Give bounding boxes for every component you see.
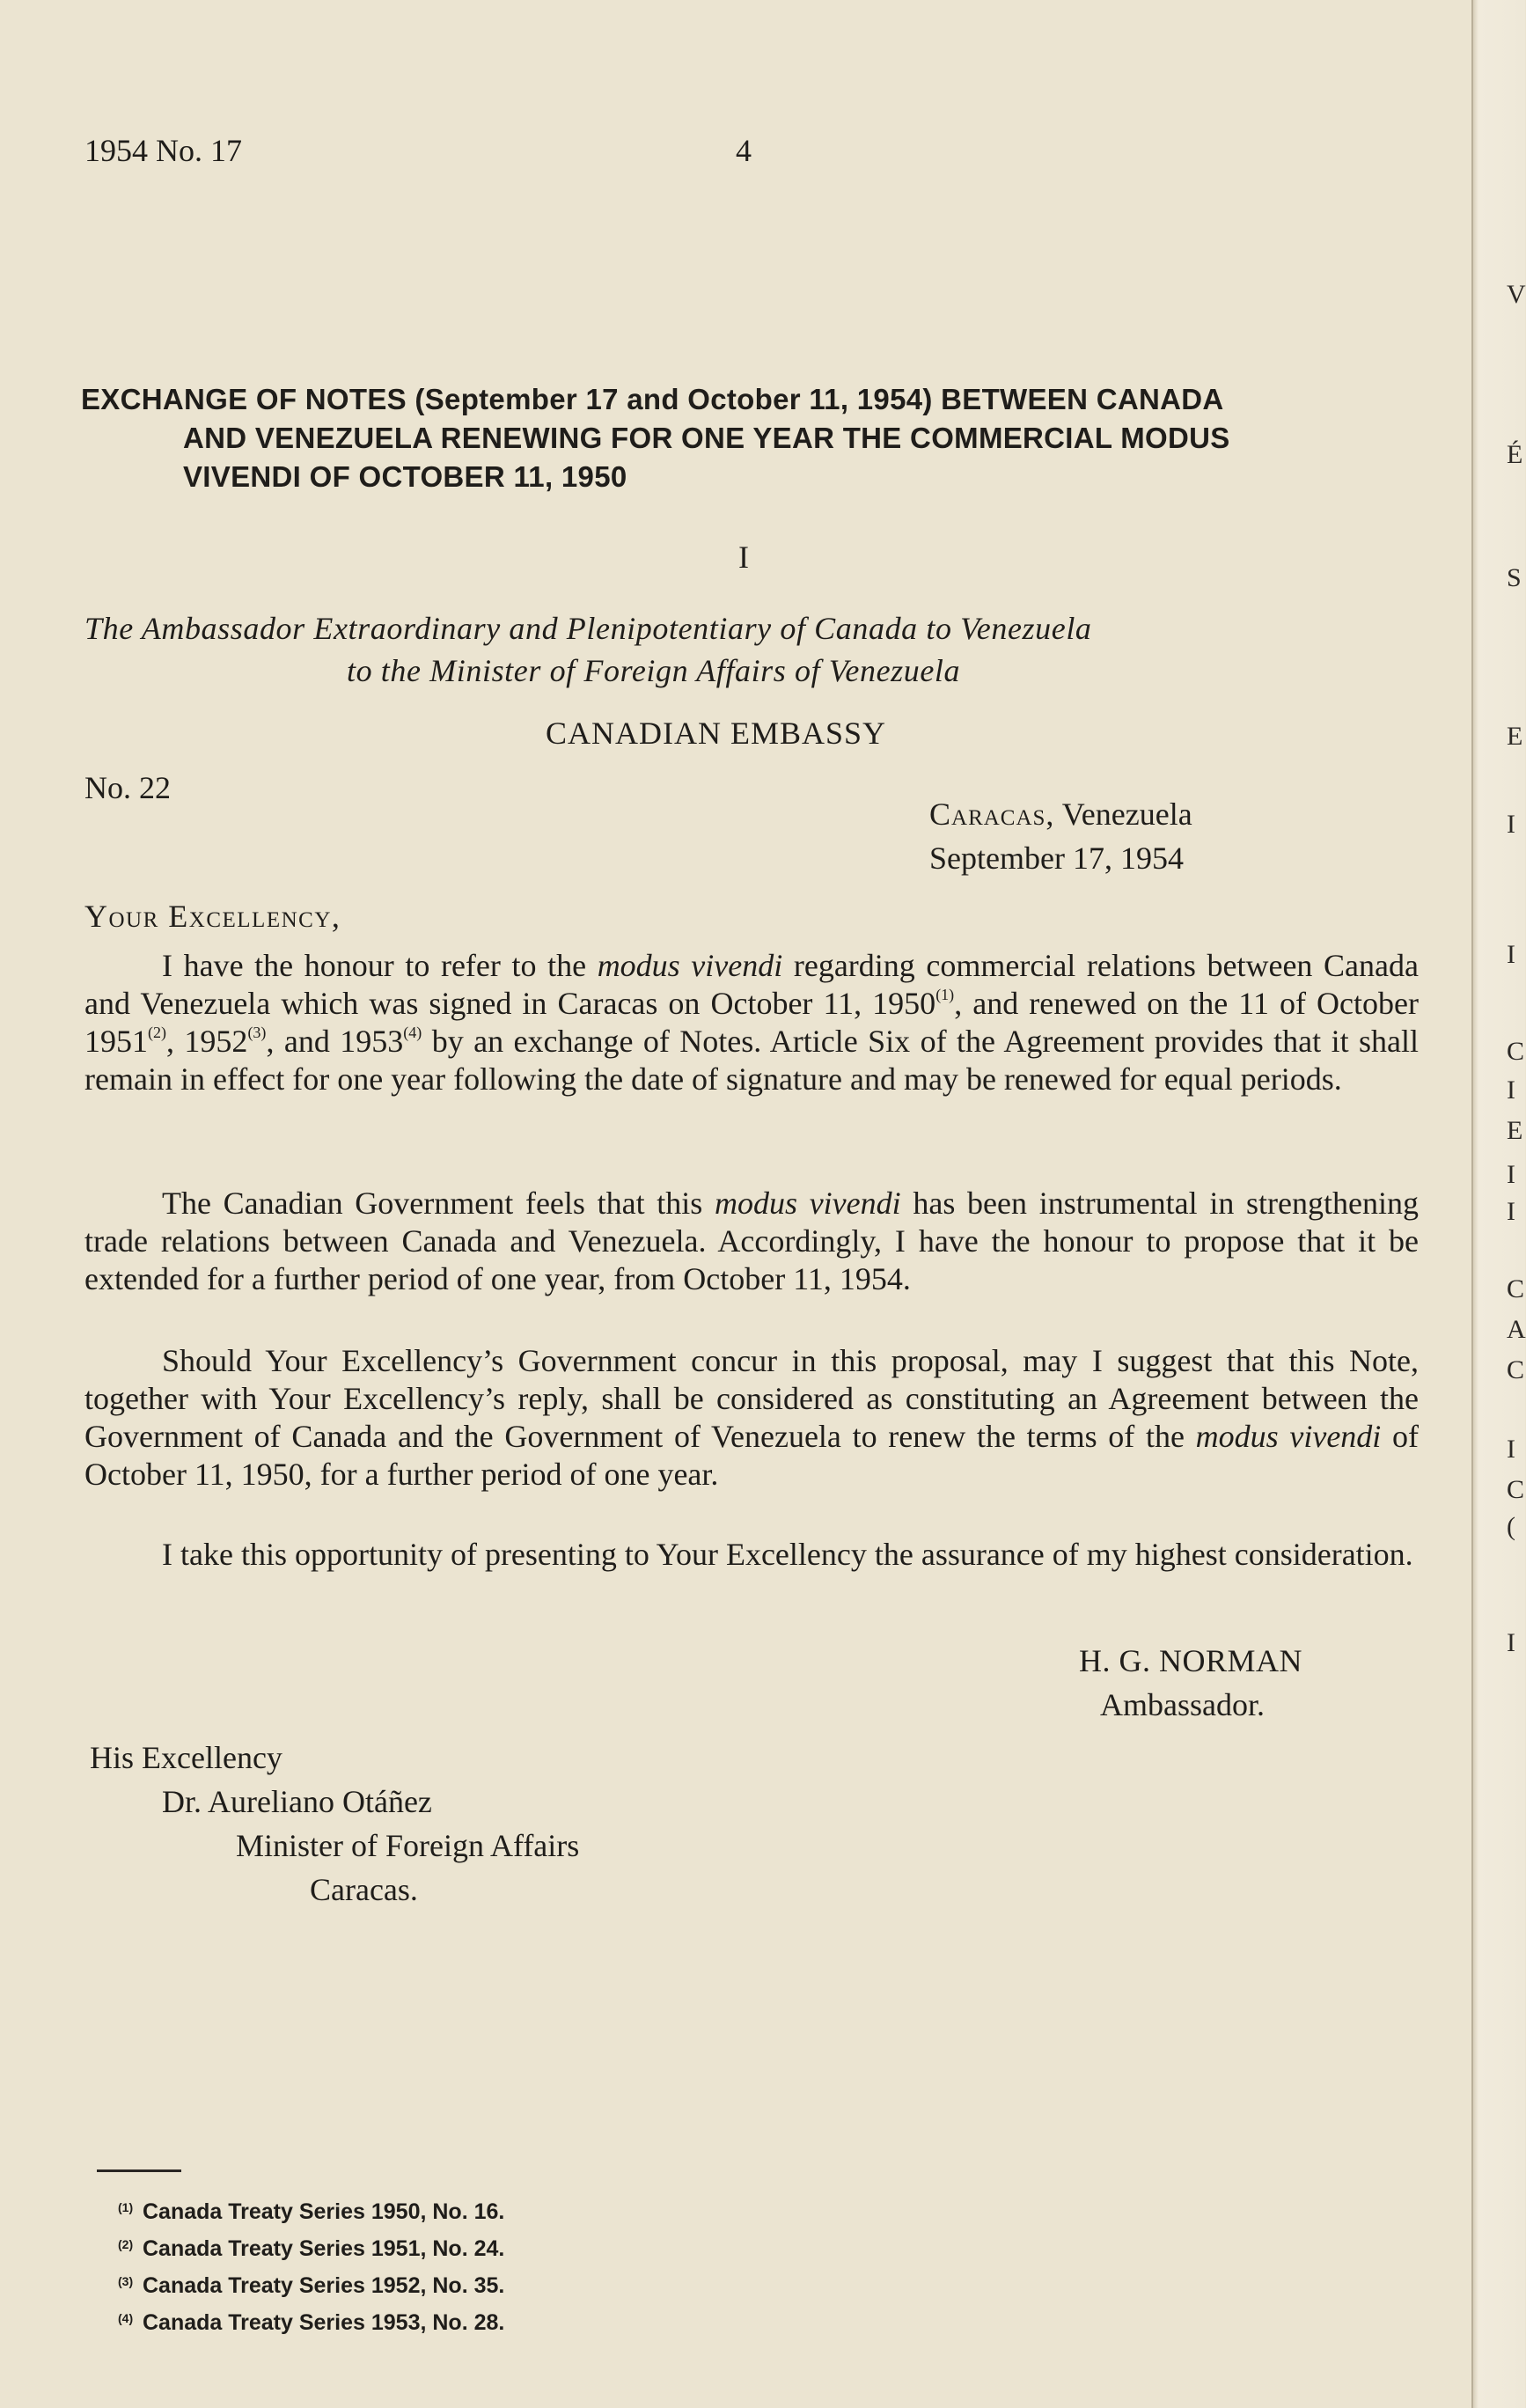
edge-glyph: C	[1507, 1475, 1525, 1504]
edge-glyph: (	[1507, 1512, 1515, 1541]
footnote	[118, 2228, 505, 2265]
edge-glyph: I	[1507, 1628, 1515, 1657]
text-run: of October 11, 1950, for a further period of one year.	[84, 1419, 1419, 1492]
series-number: 1954 No. 17	[84, 133, 242, 168]
subtitle-line: The Ambassador Extraordinary and Plenipotentiary of Canada to Venezuela	[84, 611, 1092, 646]
italic-term: modus vivendi	[715, 1186, 901, 1221]
body-paragraph	[84, 947, 1419, 1098]
edge-glyph: I	[1507, 1076, 1515, 1105]
edge-glyph: I	[1507, 1197, 1515, 1226]
edge-glyph: C	[1507, 1274, 1525, 1303]
footnote-mark: (4)	[118, 2311, 134, 2325]
addressee-line: Caracas.	[310, 1872, 418, 1907]
title-line: AND VENEZUELA RENEWING FOR ONE YEAR THE COMMERCIAL MODUS	[183, 422, 1230, 454]
text-run: The Canadian Government feels that this	[162, 1186, 715, 1221]
place-country: Venezuela	[1061, 797, 1192, 832]
text-run: , and renewed on the 11 of October 1951	[84, 986, 1419, 1059]
page-number: 4	[736, 133, 752, 168]
note-number: No. 22	[84, 770, 171, 805]
title-line: VIVENDI OF OCTOBER 11, 1950	[183, 460, 627, 493]
footnote-mark: (1)	[118, 2200, 134, 2214]
addressee-line: Minister of Foreign Affairs	[236, 1828, 580, 1863]
text-run: I have the honour to refer to the	[162, 948, 598, 983]
footnote-text: Canada Treaty Series 1953, No. 28.	[143, 2310, 505, 2335]
footnote-text: Canada Treaty Series 1951, No. 24.	[143, 2236, 505, 2261]
text-run: regarding commercial relations between Canada and Venezuela which was signed in Caracas on October 11, 1950	[84, 948, 1419, 1021]
edge-glyph: I	[1507, 1435, 1515, 1464]
salutation: Your Excellency,	[84, 899, 341, 934]
footnote-text: Canada Treaty Series 1950, No. 16.	[143, 2199, 505, 2224]
subtitle-line: to the Minister of Foreign Affairs of Venezuela	[347, 653, 961, 688]
signatory-title: Ambassador.	[1100, 1687, 1265, 1722]
edge-glyph: E	[1507, 1116, 1523, 1145]
embassy-heading: CANADIAN EMBASSY	[546, 716, 887, 751]
body-paragraph	[84, 1342, 1419, 1494]
edge-glyph: I	[1507, 1160, 1515, 1189]
footnote-ref: (3)	[247, 1024, 267, 1041]
addressee-line: His Excellency	[90, 1740, 282, 1775]
edge-glyph: A	[1507, 1315, 1526, 1344]
body-paragraph: I take this opportunity of presenting to Your Excellency the assurance of my highest consideration.	[162, 1537, 1413, 1572]
footnote-text: Canada Treaty Series 1952, No. 35.	[143, 2273, 505, 2298]
footnote-mark: (2)	[118, 2237, 134, 2251]
footnote-ref: (2)	[148, 1024, 166, 1041]
edge-glyph: S	[1507, 563, 1522, 592]
text-run: by an exchange of Notes. Article Six of the Agreement provides that it shall remain in effect for one year following the date of signature and may be renewed for equal periods.	[84, 1024, 1419, 1097]
footnote	[118, 2302, 505, 2339]
place-city: Caracas,	[929, 797, 1055, 832]
italic-term: modus vivendi	[597, 948, 783, 983]
edge-glyph: I	[1507, 810, 1515, 839]
edge-glyph: E	[1507, 722, 1523, 751]
document-title	[81, 380, 1419, 496]
edge-glyph: C	[1507, 1355, 1525, 1384]
text-run: , 1952	[166, 1024, 248, 1059]
edge-glyph: I	[1507, 940, 1515, 969]
section-number: I	[738, 540, 749, 575]
note-subtitle	[84, 607, 1422, 692]
addressee-line: Dr. Aureliano Otáñez	[162, 1784, 432, 1819]
edge-glyph: V	[1507, 280, 1526, 309]
footnotes	[118, 2191, 505, 2339]
footnote	[118, 2191, 505, 2228]
title-line: EXCHANGE OF NOTES (September 17 and October 11, 1954) BETWEEN CANADA	[81, 383, 1224, 415]
text-run: Should Your Excellency’s Government concur in this proposal, may I suggest that this Note, together with Your Excellency’s reply, shall be considered as constituting an Agreement between the Government of Canada and the Government of Venezuela to renew the terms of the	[84, 1343, 1419, 1454]
edge-glyph: C	[1507, 1037, 1525, 1066]
signatory-name: H. G. NORMAN	[1079, 1643, 1303, 1678]
footnote-rule	[97, 2169, 181, 2172]
body-paragraph	[84, 1185, 1419, 1298]
footnote-ref: (1)	[935, 986, 955, 1003]
edge-glyph: É	[1507, 440, 1523, 469]
italic-term: modus vivendi	[1195, 1419, 1382, 1454]
adjacent-page-edge	[1471, 0, 1525, 2408]
footnote-ref: (4)	[403, 1024, 422, 1041]
letter-date: September 17, 1954	[929, 841, 1184, 876]
text-run: has been instrumental in strengthening trade relations between Canada and Venezuela. Accordingly, I have the honour to propose that it be extended for a further period of one year, from October 11, 1954.	[84, 1186, 1420, 1296]
place-line	[929, 796, 1192, 833]
footnote	[118, 2265, 505, 2302]
footnote-mark: (3)	[118, 2274, 134, 2288]
text-run: , and 1953	[266, 1024, 404, 1059]
